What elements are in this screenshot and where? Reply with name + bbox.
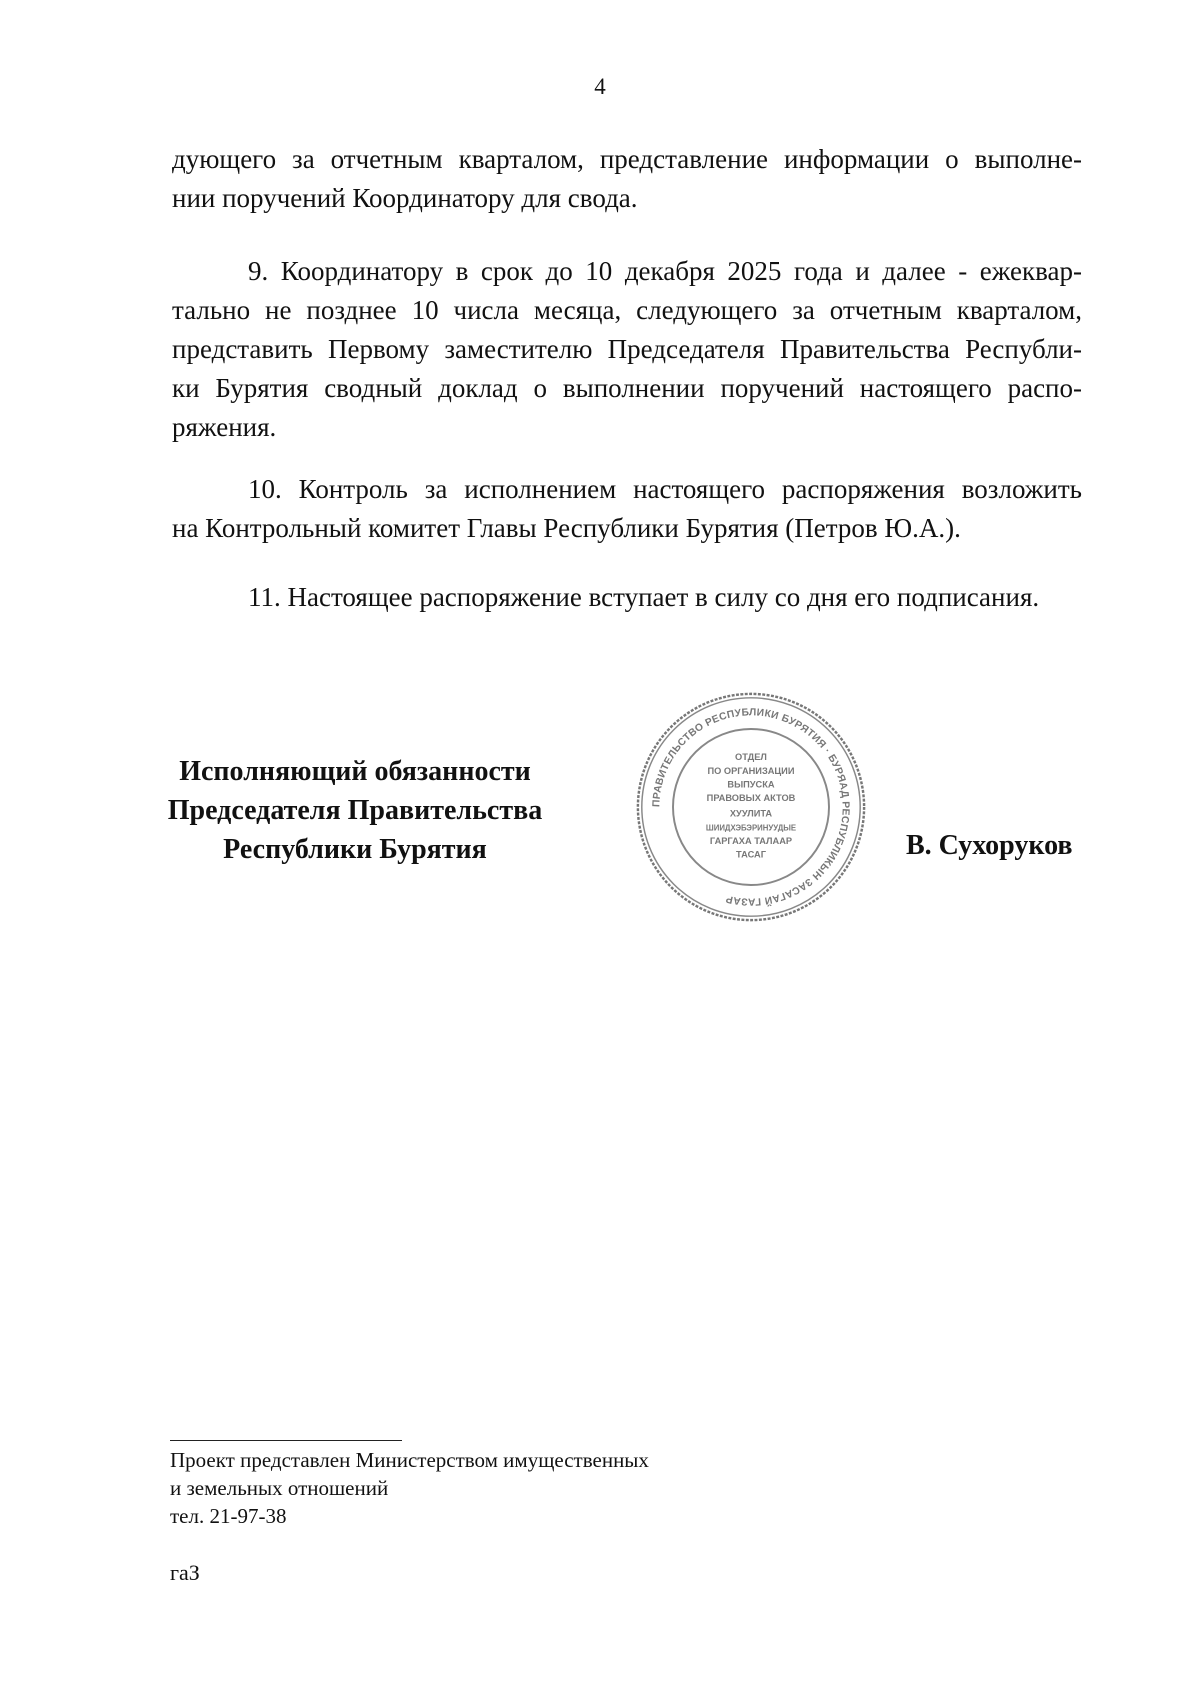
signatory-name: В. Сухоруков (906, 830, 1073, 861)
stamp-inner-line: ПО ОРГАНИЗАЦИИ (707, 765, 795, 776)
document-code: гаЗ (170, 1560, 200, 1585)
stamp-inner-line: ОТДЕЛ (735, 752, 767, 763)
stamp-ring-text-path: ПРАВИТЕЛЬСТВО РЕСПУБЛИКИ БУРЯТИЯ · БУРЯАД РЕСПУБЛИКЫН ЗАСАГАЙ ГАЗАР (651, 707, 851, 907)
footnote-line: тел. 21-97-38 (170, 1504, 287, 1528)
text-line: нии поручений Координатору для свода. (172, 183, 638, 213)
stamp-inner-line: ПРАВОВЫХ АКТОВ (706, 793, 796, 804)
text-line: на Контрольный комитет Главы Республики Бурятия (Петров Ю.А.). (172, 513, 961, 543)
text-line: 11. Настоящее распоряжение вступает в силу со дня его подписания. (248, 582, 1040, 612)
stamp-outer-ring (638, 694, 864, 920)
paragraph-11 (172, 578, 1082, 617)
stamp-inner-line: ХУУЛИТА (729, 808, 773, 819)
paragraph-9 (172, 252, 1082, 447)
footnote-divider (170, 1440, 402, 1441)
signatory-title-line: Республики Бурятия (223, 834, 487, 865)
paragraph-continuation (172, 140, 1082, 218)
text-line: ряжения. (172, 412, 277, 442)
stamp-inner-line: ТАСАГ (736, 849, 766, 860)
signatory-title-line: Председателя Правительства (167, 795, 543, 826)
stamp-outer-ring-inner (642, 698, 860, 916)
text-line: представить Первому заместителю Председателя Правительства Республи- (172, 334, 1082, 364)
stamp-inner-line: ШИИДХЭБЭРИНУУДЫЕ (705, 823, 797, 833)
footnote-line: и земельных отношений (170, 1476, 389, 1500)
text-line: 10. Контроль за исполнением настоящего распоряжения возложить (248, 474, 1082, 504)
text-line: 9. Координатору в срок до 10 декабря 2025 года и далее - ежеквар- (248, 256, 1082, 286)
text-line: ки Бурятия сводный доклад о выполнении поручений настоящего распо- (172, 373, 1082, 403)
page-number: 4 (594, 74, 606, 99)
text-line: тально не позднее 10 числа месяца, следующего за отчетным кварталом, (172, 295, 1082, 325)
footnote (170, 1446, 649, 1530)
signatory-title (150, 752, 560, 869)
stamp-inner-line: ГАРГАХА ТАЛААР (709, 836, 793, 847)
stamp-inner-line: ВЫПУСКА (727, 779, 775, 790)
signatory-title-line: Исполняющий обязанности (179, 756, 531, 787)
paragraph-10 (172, 470, 1082, 548)
official-stamp (634, 690, 868, 924)
footnote-line: Проект представлен Министерством имущественных (170, 1448, 649, 1472)
stamp-ring-text (651, 707, 850, 907)
text-line: дующего за отчетным кварталом, представление информации о выполне- (172, 144, 1082, 174)
